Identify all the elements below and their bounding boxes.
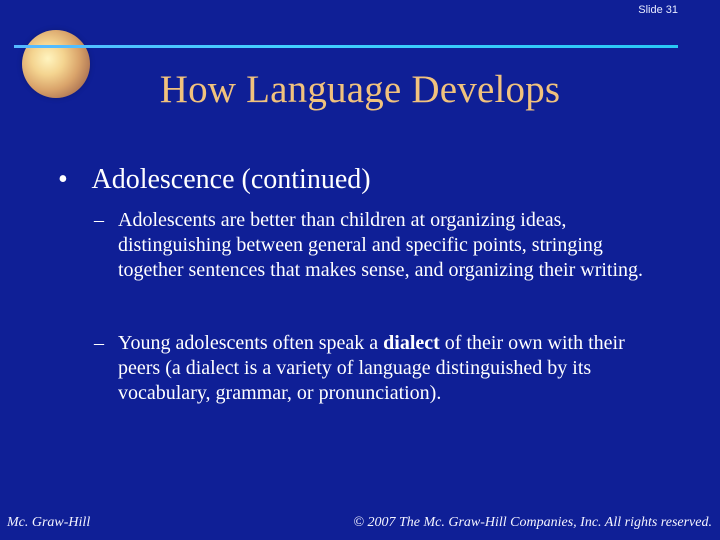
footer-brand: Mc. Graw-Hill bbox=[7, 515, 91, 530]
sub-bullet-text-pre: Young adolescents often speak a bbox=[118, 332, 384, 354]
slide-number: Slide 31 bbox=[638, 4, 678, 16]
sub-bullet-dash: – bbox=[94, 332, 104, 354]
sub-bullet-organizing-ideas bbox=[94, 208, 654, 282]
main-bullet-text: Adolescence (continued) bbox=[91, 164, 371, 195]
sub-bullet-dialect bbox=[94, 331, 654, 405]
top-rule bbox=[14, 45, 678, 48]
bullet-symbol: • bbox=[58, 164, 68, 195]
footer-copyright: © 2007 The Mc. Graw-Hill Companies, Inc. All rights reserved. bbox=[353, 515, 712, 530]
sub-bullet-dash: – bbox=[94, 209, 104, 231]
sub-bullet-text-container bbox=[118, 331, 654, 405]
main-bullet bbox=[58, 166, 371, 194]
slide-title: How Language Develops bbox=[159, 68, 561, 111]
dialect-emphasis: dialect bbox=[383, 332, 440, 354]
sub-bullet-text-post: of their own with their peers (a dialect is a variety of language distinguished by its vocabulary, grammar, or pronunciation). bbox=[118, 332, 625, 404]
sub-bullet-text: Adolescents are better than children at organizing ideas, distinguishing between general and specific points, stringing together sentences that makes sense, and organizing their writing. bbox=[118, 209, 644, 281]
